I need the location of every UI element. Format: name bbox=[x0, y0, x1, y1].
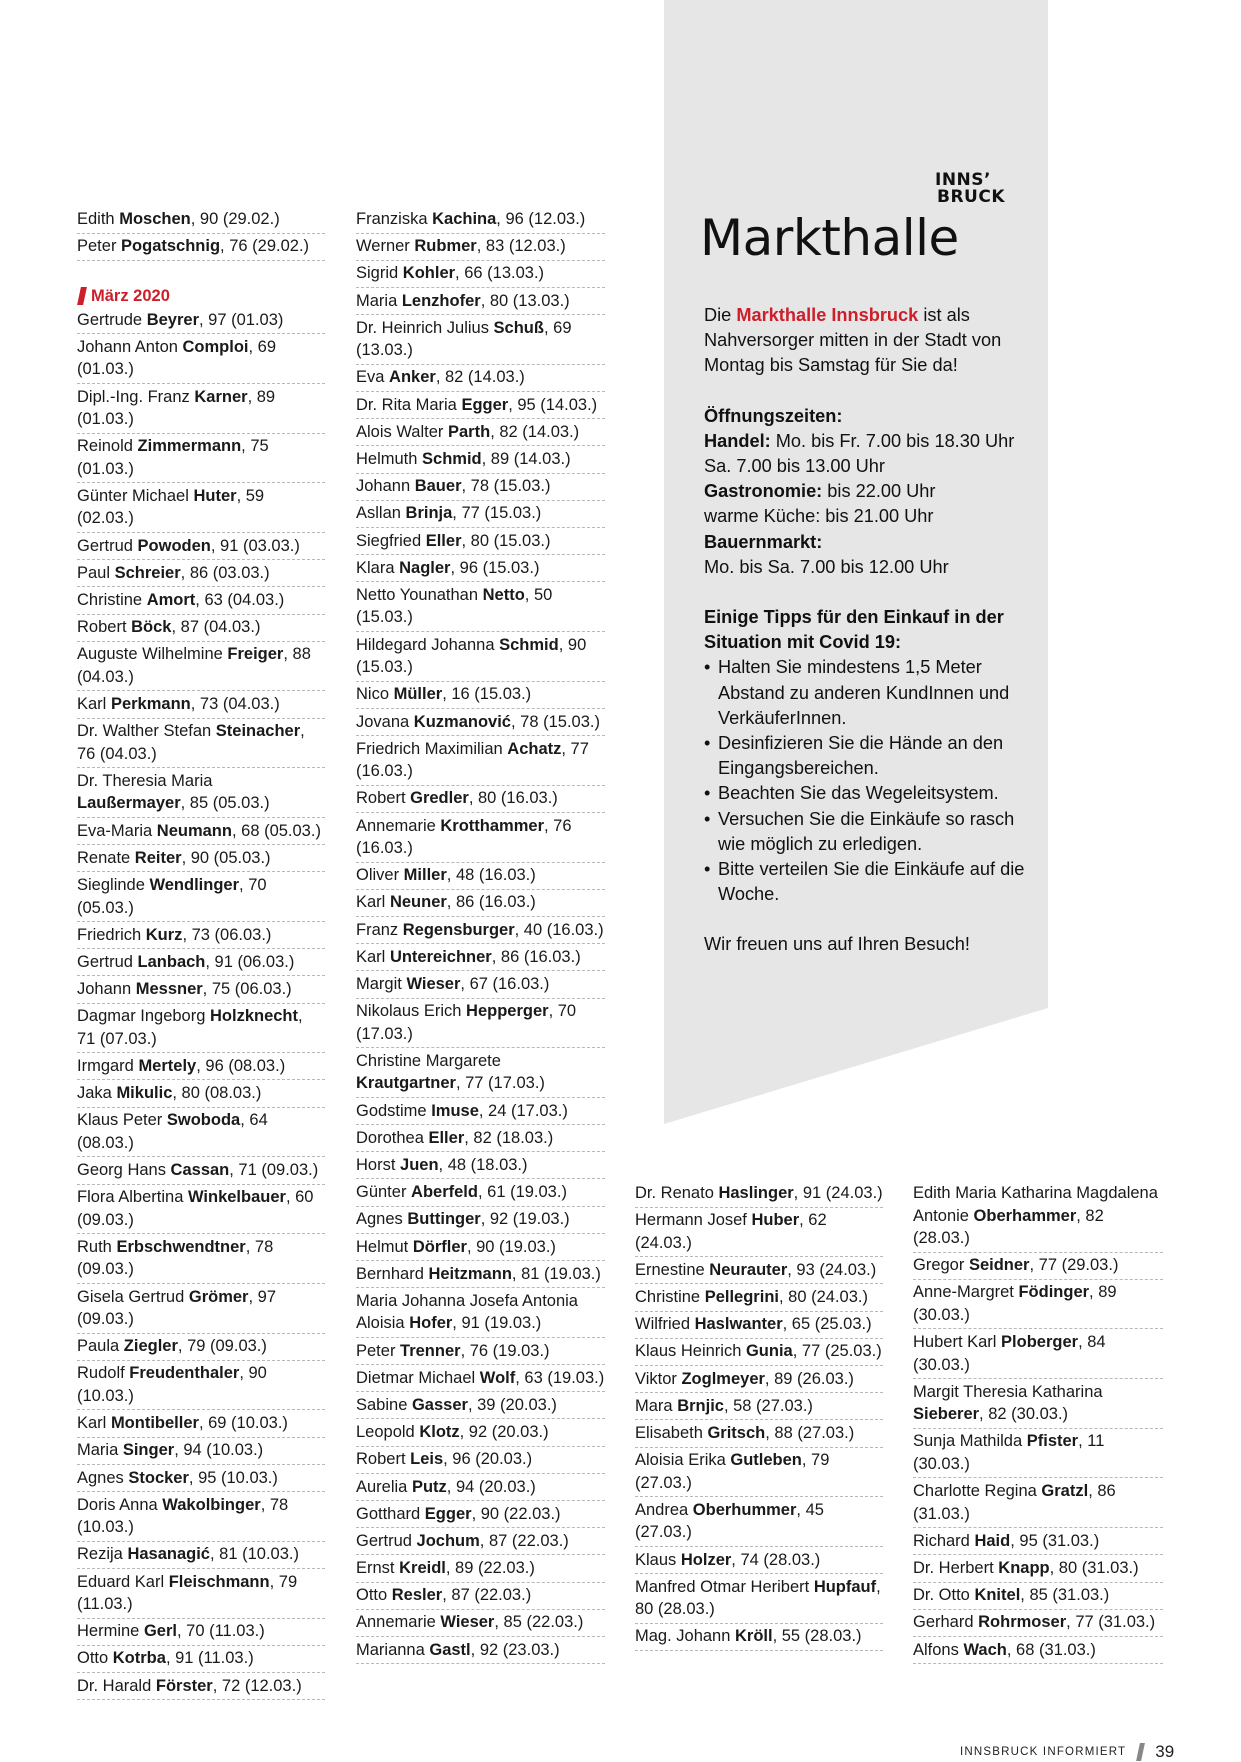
birthday-entry: Siegfried Eller, 80 (15.03.) bbox=[356, 530, 605, 556]
birthday-entry: Johann Messner, 75 (06.03.) bbox=[77, 978, 325, 1004]
birthday-entry: Flora Albertina Winkelbauer, 60 (09.03.) bbox=[77, 1186, 325, 1234]
birthday-entry: Dagmar Ingeborg Holzknecht, 71 (07.03.) bbox=[77, 1005, 325, 1053]
birthday-entry: Robert Gredler, 80 (16.03.) bbox=[356, 787, 605, 813]
birthday-entry: Dr. Heinrich Julius Schuß, 69 (13.03.) bbox=[356, 317, 605, 365]
surname: Karner bbox=[194, 387, 248, 406]
surname: Neuner bbox=[389, 893, 447, 912]
birthday-entry: Asllan Brinja, 77 (15.03.) bbox=[356, 502, 605, 528]
surname: Mertely bbox=[138, 1056, 197, 1075]
birthday-entry: Maria Johanna Josefa Antonia Aloisia Hofer, 91 (19.03.) bbox=[356, 1290, 605, 1338]
surname: Gastl bbox=[429, 1640, 471, 1659]
tips-heading: Einige Tipps für den Einkauf in der Situation mit Covid 19: bbox=[704, 607, 1004, 653]
surname: Haid bbox=[974, 1531, 1011, 1550]
surname: Oberhummer bbox=[692, 1500, 797, 1519]
footer-label: INNSBRUCK INFORMIERT bbox=[960, 1746, 1127, 1758]
birthday-entry: Rezija Hasanagić, 81 (10.03.) bbox=[77, 1543, 325, 1569]
surname: Schmid bbox=[422, 450, 482, 468]
surname: Pfister bbox=[1026, 1432, 1079, 1451]
surname: Heitzmann bbox=[428, 1264, 512, 1283]
birthday-entry: Wilfried Haslwanter, 65 (25.03.) bbox=[635, 1313, 883, 1339]
birthday-entry: Rudolf Freudenthaler, 90 (10.03.) bbox=[77, 1362, 325, 1410]
surname: Mikulic bbox=[116, 1084, 173, 1103]
surname: Regensburger bbox=[402, 920, 515, 939]
surname: Singer bbox=[122, 1441, 175, 1460]
tip-item: • Halten Sie mindestens 1,5 Meter Abstand zu anderen KundInnen und VerkäuferInnen. bbox=[704, 655, 1034, 731]
surname: Comploi bbox=[182, 337, 249, 356]
surname: Gasser bbox=[411, 1395, 468, 1414]
birthday-entry: Gertrud Powoden, 91 (03.03.) bbox=[77, 535, 325, 561]
surname: Nagler bbox=[399, 558, 451, 577]
surname: Brnjic bbox=[677, 1396, 724, 1415]
surname: Trenner bbox=[400, 1341, 461, 1360]
surname: Wieser bbox=[406, 975, 461, 993]
intro-paragraph: Die Markthalle Innsbruck ist als Nahversorger mitten in der Stadt von Montag bis Samstag für Sie da! bbox=[704, 305, 1002, 376]
birthday-entry: Mara Brnjic, 58 (27.03.) bbox=[635, 1395, 883, 1421]
intro-highlight: Markthalle Innsbruck bbox=[736, 305, 919, 325]
panel-text bbox=[704, 303, 1034, 958]
birthday-entry: Reinold Zimmermann, 75 (01.03.) bbox=[77, 435, 325, 483]
birthday-entry: Dr. Harald Förster, 72 (12.03.) bbox=[77, 1675, 325, 1701]
birthday-entry: Oliver Miller, 48 (16.03.) bbox=[356, 864, 605, 890]
surname: Födinger bbox=[1018, 1283, 1090, 1302]
surname: Rubmer bbox=[414, 237, 477, 256]
surname: Hofer bbox=[409, 1314, 453, 1333]
birthday-entry: Friedrich Kurz, 73 (06.03.) bbox=[77, 924, 325, 950]
birthday-entry: Karl Montibeller, 69 (10.03.) bbox=[77, 1412, 325, 1438]
surname: Winkelbauer bbox=[187, 1188, 286, 1207]
birthday-entry: Dr. Rita Maria Egger, 95 (14.03.) bbox=[356, 394, 605, 420]
surname: Swoboda bbox=[166, 1111, 241, 1130]
surname: Powoden bbox=[137, 536, 211, 555]
birthday-entry: Georg Hans Cassan, 71 (09.03.) bbox=[77, 1159, 325, 1185]
surname: Fleischmann bbox=[168, 1572, 270, 1591]
surname: Miller bbox=[403, 866, 447, 885]
surname: Kohler bbox=[402, 264, 456, 283]
surname: Krotthammer bbox=[440, 816, 544, 835]
surname: Leis bbox=[410, 1450, 444, 1469]
footer-slash-icon bbox=[1136, 1743, 1145, 1761]
hours-bauernmarkt: Mo. bis Sa. 7.00 bis 12.00 Uhr bbox=[704, 556, 949, 577]
birthday-entry: Aloisia Erika Gutleben, 79 (27.03.) bbox=[635, 1449, 883, 1497]
hours-kitchen: warme Küche: bis 21.00 Uhr bbox=[704, 506, 934, 527]
surname: Wach bbox=[963, 1640, 1007, 1659]
surname: Knapp bbox=[998, 1559, 1050, 1577]
surname: Kröll bbox=[734, 1627, 773, 1646]
hours-gastro: Gastronomie: bis 22.00 Uhr bbox=[704, 481, 936, 502]
surname: Anker bbox=[389, 368, 436, 387]
birthday-entry: Otto Resler, 87 (22.03.) bbox=[356, 1584, 605, 1610]
birthday-entry: Franziska Kachina, 96 (12.03.) bbox=[356, 208, 605, 234]
surname: Huber bbox=[751, 1211, 800, 1230]
closing-text: Wir freuen uns auf Ihren Besuch! bbox=[704, 934, 970, 955]
birthday-entry: Renate Reiter, 90 (05.03.) bbox=[77, 847, 325, 873]
birthday-entry: Christine Margarete Krautgartner, 77 (17.03.) bbox=[356, 1050, 605, 1098]
birthday-entry: Sigrid Kohler, 66 (13.03.) bbox=[356, 262, 605, 288]
birthday-entry: Otto Kotrba, 91 (11.03.) bbox=[77, 1647, 325, 1673]
birthday-entry: Peter Trenner, 76 (19.03.) bbox=[356, 1340, 605, 1366]
surname: Gutleben bbox=[730, 1451, 802, 1470]
tip-item: • Beachten Sie das Wegeleitsystem. bbox=[704, 781, 1034, 806]
surname: Hupfauf bbox=[813, 1577, 877, 1596]
birthday-entry: Sunja Mathilda Pfister, 11 (30.03.) bbox=[913, 1430, 1163, 1478]
birthday-column-3 bbox=[635, 1182, 883, 1653]
birthday-entry: Annemarie Krotthammer, 76 (16.03.) bbox=[356, 815, 605, 863]
surname: Beyrer bbox=[146, 310, 199, 329]
birthday-entry: Manfred Otmar Heribert Hupfauf, 80 (28.03.) bbox=[635, 1576, 883, 1624]
surname: Haslwanter bbox=[694, 1315, 783, 1334]
surname: Egger bbox=[461, 395, 509, 414]
surname: Gritsch bbox=[707, 1424, 766, 1442]
birthday-entry: Charlotte Regina Gratzl, 86 (31.03.) bbox=[913, 1480, 1163, 1528]
birthday-entry: Leopold Klotz, 92 (20.03.) bbox=[356, 1421, 605, 1447]
birthday-entry: Hermine Gerl, 70 (11.03.) bbox=[77, 1620, 325, 1646]
surname: Laußermayer bbox=[77, 794, 181, 813]
birthday-entry: Robert Leis, 96 (20.03.) bbox=[356, 1448, 605, 1474]
surname: Buttinger bbox=[407, 1210, 481, 1229]
birthday-entry: Horst Juen, 48 (18.03.) bbox=[356, 1154, 605, 1180]
birthday-entry: Alois Walter Parth, 82 (14.03.) bbox=[356, 421, 605, 447]
logo-line-1: INNS’ bbox=[935, 170, 991, 190]
surname: Wendlinger bbox=[149, 876, 240, 894]
surname: Krautgartner bbox=[356, 1074, 456, 1093]
surname: Aberfeld bbox=[411, 1183, 478, 1202]
birthday-column-2 bbox=[356, 208, 605, 1666]
birthday-entry: Dr. Renato Haslinger, 91 (24.03.) bbox=[635, 1182, 883, 1208]
birthday-entry: Agnes Stocker, 95 (10.03.) bbox=[77, 1467, 325, 1493]
entries bbox=[635, 1182, 883, 1651]
birthday-entry: Christine Amort, 63 (04.03.) bbox=[77, 589, 325, 615]
surname: Grömer bbox=[188, 1287, 249, 1306]
birthday-entry: Helmut Dörfler, 90 (19.03.) bbox=[356, 1236, 605, 1262]
surname: Wolf bbox=[479, 1368, 516, 1387]
surname: Untereichner bbox=[389, 947, 492, 966]
birthday-entry: Sieglinde Wendlinger, 70 (05.03.) bbox=[77, 874, 325, 922]
birthday-entry: Gotthard Egger, 90 (22.03.) bbox=[356, 1503, 605, 1529]
birthday-entry: Klaus Heinrich Gunia, 77 (25.03.) bbox=[635, 1340, 883, 1366]
surname: Moschen bbox=[119, 210, 191, 228]
birthday-entry: Eva Anker, 82 (14.03.) bbox=[356, 366, 605, 392]
hours-heading: Öffnungszeiten: bbox=[704, 405, 843, 426]
birthday-entry: Maria Lenzhofer, 80 (13.03.) bbox=[356, 290, 605, 316]
entries bbox=[77, 309, 325, 1700]
birthday-entry: Ruth Erbschwendtner, 78 (09.03.) bbox=[77, 1236, 325, 1284]
birthday-entry: Johann Anton Comploi, 69 (01.03.) bbox=[77, 336, 325, 384]
surname: Freiger bbox=[227, 645, 284, 664]
tip-item: • Versuchen Sie die Einkäufe so rasch wie möglich zu erledigen. bbox=[704, 807, 1034, 857]
surname: Förster bbox=[155, 1676, 213, 1695]
surname: Wieser bbox=[440, 1613, 495, 1632]
surname: Hepperger bbox=[466, 1002, 549, 1021]
surname: Eller bbox=[428, 1128, 465, 1147]
surname: Montibeller bbox=[110, 1414, 199, 1433]
surname: Ziegler bbox=[123, 1337, 178, 1356]
surname: Perkmann bbox=[110, 695, 191, 714]
birthday-entry: Sabine Gasser, 39 (20.03.) bbox=[356, 1394, 605, 1420]
birthday-entry: Nico Müller, 16 (15.03.) bbox=[356, 683, 605, 709]
birthday-entry: Eduard Karl Fleischmann, 79 (11.03.) bbox=[77, 1571, 325, 1619]
surname: Klotz bbox=[419, 1423, 460, 1442]
birthday-entry: Klara Nagler, 96 (15.03.) bbox=[356, 557, 605, 583]
page-footer bbox=[960, 1742, 1174, 1762]
surname: Stocker bbox=[128, 1468, 189, 1487]
surname: Müller bbox=[393, 685, 443, 704]
entries bbox=[913, 1182, 1163, 1664]
surname: Ploberger bbox=[1001, 1333, 1079, 1352]
birthday-entry: Ernestine Neurauter, 93 (24.03.) bbox=[635, 1259, 883, 1285]
surname: Zoglmeyer bbox=[681, 1369, 765, 1388]
surname: Böck bbox=[131, 618, 172, 637]
birthday-entry: Hubert Karl Ploberger, 84 (30.03.) bbox=[913, 1331, 1163, 1379]
surname: Kotrba bbox=[112, 1649, 166, 1668]
surname: Kuzmanović bbox=[413, 712, 511, 731]
birthday-entry: Klaus Holzer, 74 (28.03.) bbox=[635, 1549, 883, 1575]
birthday-column-4 bbox=[913, 1182, 1163, 1666]
birthday-entry: Edith Maria Katharina Magdalena Antonie Oberhammer, 82 (28.03.) bbox=[913, 1182, 1163, 1253]
surname: Dörfler bbox=[412, 1237, 467, 1256]
entries bbox=[356, 208, 605, 1664]
birthday-entry: Agnes Buttinger, 92 (19.03.) bbox=[356, 1208, 605, 1234]
surname: Erbschwendtner bbox=[116, 1237, 246, 1256]
surname: Cassan bbox=[170, 1161, 230, 1179]
birthday-entry: Nikolaus Erich Hepperger, 70 (17.03.) bbox=[356, 1000, 605, 1048]
birthday-entry: Karl Perkmann, 73 (04.03.) bbox=[77, 693, 325, 719]
hours-handel: Handel: Mo. bis Fr. 7.00 bis 18.30 Uhr bbox=[704, 430, 1015, 451]
birthday-entry: Eva-Maria Neumann, 68 (05.03.) bbox=[77, 820, 325, 846]
birthday-column-1 bbox=[77, 208, 325, 1702]
birthday-entry: Friedrich Maximilian Achatz, 77 (16.03.) bbox=[356, 738, 605, 786]
hours-handel-saturday: Sa. 7.00 bis 13.00 Uhr bbox=[704, 456, 885, 477]
surname: Kurz bbox=[145, 925, 183, 944]
surname: Gredler bbox=[410, 789, 469, 808]
month-heading bbox=[77, 285, 325, 307]
panel-title: Markthalle bbox=[700, 209, 959, 267]
surname: Haslinger bbox=[718, 1184, 794, 1202]
surname: Schreier bbox=[114, 563, 181, 582]
hours-bauernmarkt-label: Bauernmarkt: bbox=[704, 531, 823, 552]
birthday-entry: Jovana Kuzmanović, 78 (15.03.) bbox=[356, 711, 605, 737]
birthday-entry: Irmgard Mertely, 96 (08.03.) bbox=[77, 1055, 325, 1081]
birthday-entry: Ernst Kreidl, 89 (22.03.) bbox=[356, 1557, 605, 1583]
tip-item: • Bitte verteilen Sie die Einkäufe auf die Woche. bbox=[704, 857, 1034, 907]
birthday-entry: Peter Pogatschnig, 76 (29.02.) bbox=[77, 235, 325, 261]
surname: Wakolbinger bbox=[162, 1495, 261, 1514]
surname: Sieberer bbox=[913, 1405, 980, 1424]
birthday-entry: Günter Michael Huter, 59 (02.03.) bbox=[77, 485, 325, 533]
birthday-entry: Bernhard Heitzmann, 81 (19.03.) bbox=[356, 1263, 605, 1289]
surname: Schmid bbox=[499, 635, 559, 654]
birthday-entry: Dipl.-Ing. Franz Karner, 89 (01.03.) bbox=[77, 386, 325, 434]
birthday-entry: Dorothea Eller, 82 (18.03.) bbox=[356, 1127, 605, 1153]
surname: Seidner bbox=[968, 1256, 1030, 1275]
birthday-entry: Gertrud Jochum, 87 (22.03.) bbox=[356, 1530, 605, 1556]
birthday-entry: Elisabeth Gritsch, 88 (27.03.) bbox=[635, 1422, 883, 1448]
birthday-entry: Gerhard Rohrmoser, 77 (31.03.) bbox=[913, 1611, 1163, 1637]
birthday-entry: Karl Untereichner, 86 (16.03.) bbox=[356, 946, 605, 972]
birthday-entry: Gertrude Beyrer, 97 (01.03) bbox=[77, 309, 325, 335]
birthday-entry: Günter Aberfeld, 61 (19.03.) bbox=[356, 1181, 605, 1207]
surname: Messner bbox=[135, 980, 203, 999]
surname: Eller bbox=[425, 531, 462, 550]
surname: Bauer bbox=[414, 477, 462, 496]
logo-line-2: BRUCK bbox=[937, 187, 1006, 207]
birthday-entry: Godstime Imuse, 24 (17.03.) bbox=[356, 1100, 605, 1126]
surname: Putz bbox=[411, 1477, 447, 1496]
birthday-entry: Dietmar Michael Wolf, 63 (19.03.) bbox=[356, 1367, 605, 1393]
surname: Amort bbox=[146, 591, 196, 609]
entries-top bbox=[77, 208, 325, 261]
birthday-entry: Richard Haid, 95 (31.03.) bbox=[913, 1530, 1163, 1556]
surname: Huter bbox=[193, 486, 237, 505]
surname: Holzer bbox=[680, 1550, 732, 1569]
surname: Holzknecht bbox=[210, 1007, 299, 1026]
surname: Hasanagić bbox=[127, 1545, 210, 1564]
surname: Neurauter bbox=[709, 1260, 788, 1279]
birthday-entry: Hildegard Johanna Schmid, 90 (15.03.) bbox=[356, 634, 605, 682]
month-label: März 2020 bbox=[91, 286, 170, 305]
birthday-entry: Doris Anna Wakolbinger, 78 (10.03.) bbox=[77, 1494, 325, 1542]
surname: Schuß bbox=[493, 318, 544, 337]
surname: Pogatschnig bbox=[121, 237, 221, 256]
birthday-entry: Dr. Herbert Knapp, 80 (31.03.) bbox=[913, 1557, 1163, 1583]
surname: Netto bbox=[482, 585, 525, 604]
birthday-entry: Maria Singer, 94 (10.03.) bbox=[77, 1439, 325, 1465]
birthday-entry: Paula Ziegler, 79 (09.03.) bbox=[77, 1335, 325, 1361]
surname: Gerl bbox=[143, 1622, 177, 1641]
page-number: 39 bbox=[1155, 1742, 1175, 1761]
birthday-entry: Margit Wieser, 67 (16.03.) bbox=[356, 973, 605, 999]
birthday-entry: Margit Theresia Katharina Sieberer, 82 (30.03.) bbox=[913, 1381, 1163, 1429]
surname: Rohrmoser bbox=[978, 1613, 1067, 1632]
surname: Brinja bbox=[405, 504, 453, 523]
birthday-entry: Auguste Wilhelmine Freiger, 88 (04.03.) bbox=[77, 643, 325, 691]
birthday-entry: Marianna Gastl, 92 (23.03.) bbox=[356, 1639, 605, 1665]
birthday-entry: Annemarie Wieser, 85 (22.03.) bbox=[356, 1611, 605, 1637]
birthday-entry: Alfons Wach, 68 (31.03.) bbox=[913, 1639, 1163, 1665]
surname: Neumann bbox=[156, 821, 232, 840]
birthday-entry: Netto Younathan Netto, 50 (15.03.) bbox=[356, 584, 605, 632]
surname: Imuse bbox=[431, 1101, 479, 1120]
birthday-entry: Johann Bauer, 78 (15.03.) bbox=[356, 475, 605, 501]
surname: Zimmermann bbox=[137, 437, 242, 456]
surname: Lenzhofer bbox=[401, 291, 481, 310]
surname: Gratzl bbox=[1041, 1482, 1089, 1501]
birthday-entry: Gertrud Lanbach, 91 (06.03.) bbox=[77, 951, 325, 977]
birthday-entry: Andrea Oberhummer, 45 (27.03.) bbox=[635, 1499, 883, 1547]
birthday-entry: Gregor Seidner, 77 (29.03.) bbox=[913, 1254, 1163, 1280]
surname: Knitel bbox=[974, 1586, 1021, 1605]
birthday-entry: Hermann Josef Huber, 62 (24.03.) bbox=[635, 1209, 883, 1257]
birthday-entry: Robert Böck, 87 (04.03.) bbox=[77, 616, 325, 642]
birthday-entry: Helmuth Schmid, 89 (14.03.) bbox=[356, 448, 605, 474]
birthday-entry: Franz Regensburger, 40 (16.03.) bbox=[356, 919, 605, 945]
birthday-entry: Klaus Peter Swoboda, 64 (08.03.) bbox=[77, 1109, 325, 1157]
surname: Steinacher bbox=[215, 722, 301, 741]
surname: Egger bbox=[424, 1504, 472, 1523]
surname: Oberhammer bbox=[973, 1206, 1077, 1225]
birthday-entry: Viktor Zoglmeyer, 89 (26.03.) bbox=[635, 1368, 883, 1394]
birthday-entry: Werner Rubmer, 83 (12.03.) bbox=[356, 235, 605, 261]
birthday-entry: Edith Moschen, 90 (29.02.) bbox=[77, 208, 325, 234]
surname: Kachina bbox=[432, 210, 497, 228]
birthday-entry: Dr. Otto Knitel, 85 (31.03.) bbox=[913, 1584, 1163, 1610]
birthday-entry: Gisela Gertrud Grömer, 97 (09.03.) bbox=[77, 1286, 325, 1334]
birthday-entry: Aurelia Putz, 94 (20.03.) bbox=[356, 1476, 605, 1502]
birthday-entry: Christine Pellegrini, 80 (24.03.) bbox=[635, 1286, 883, 1312]
surname: Gunia bbox=[745, 1342, 793, 1361]
birthday-entry: Jaka Mikulic, 80 (08.03.) bbox=[77, 1082, 325, 1108]
surname: Parth bbox=[448, 422, 491, 441]
surname: Pellegrini bbox=[704, 1288, 779, 1307]
birthday-entry: Karl Neuner, 86 (16.03.) bbox=[356, 891, 605, 917]
birthday-entry: Paul Schreier, 86 (03.03.) bbox=[77, 562, 325, 588]
slash-marker-icon bbox=[77, 287, 87, 305]
surname: Jochum bbox=[416, 1531, 480, 1550]
birthday-entry: Dr. Theresia Maria Laußermayer, 85 (05.03.) bbox=[77, 770, 325, 818]
surname: Achatz bbox=[507, 739, 562, 758]
innsbruck-logo bbox=[935, 172, 1007, 206]
tips-list bbox=[704, 655, 1034, 907]
surname: Kreidl bbox=[399, 1559, 446, 1578]
tip-item: • Desinfizieren Sie die Hände an den Eingangsbereichen. bbox=[704, 731, 1034, 781]
surname: Juen bbox=[400, 1155, 439, 1174]
surname: Resler bbox=[391, 1586, 443, 1605]
birthday-entry: Anne-Margret Födinger, 89 (30.03.) bbox=[913, 1281, 1163, 1329]
surname: Lanbach bbox=[137, 952, 206, 971]
surname: Freudenthaler bbox=[129, 1364, 240, 1383]
birthday-entry: Dr. Walther Stefan Steinacher, 76 (04.03.) bbox=[77, 720, 325, 768]
birthday-entry: Mag. Johann Kröll, 55 (28.03.) bbox=[635, 1625, 883, 1651]
surname: Reiter bbox=[134, 848, 182, 867]
